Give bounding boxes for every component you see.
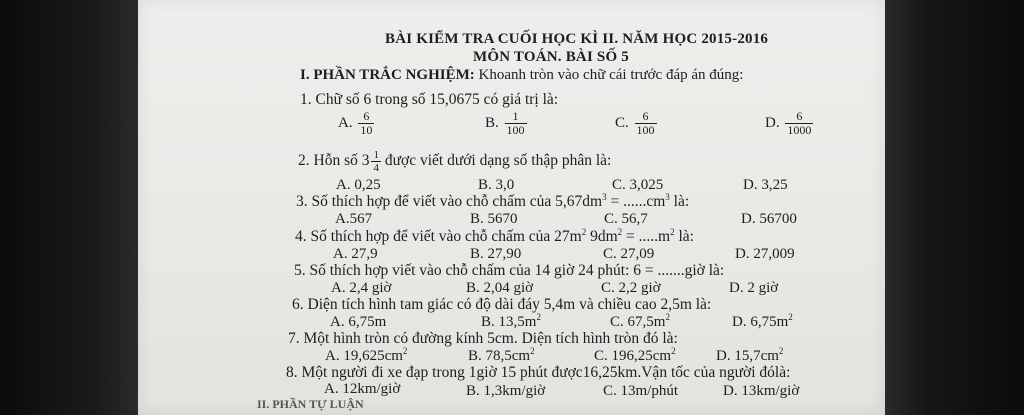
denominator: 100 — [636, 123, 655, 137]
q6-option-a: A. 6,75m — [330, 314, 387, 330]
q5-option-a: A. 2,4 giờ — [331, 280, 392, 296]
q3-option-d: D. 56700 — [741, 211, 797, 227]
section-1-instruction: Khoanh tròn vào chữ cái trước đáp án đúng: — [478, 67, 744, 83]
exponent: 2 — [670, 227, 675, 237]
option-text: C. 67,5m — [610, 314, 666, 330]
q1-option-d — [765, 110, 813, 137]
q5-option-c: C. 2,2 giờ — [601, 280, 661, 296]
q4-option-c: C. 27,09 — [603, 246, 655, 262]
exam-paper — [138, 0, 885, 415]
q2-option-a: A. 0,25 — [336, 177, 381, 193]
question-3 — [296, 193, 689, 211]
exponent: 2 — [581, 227, 587, 237]
q4-text-2: 9dm — [586, 228, 618, 245]
denominator: 1000 — [787, 123, 812, 137]
option-text: B. 13,5m — [481, 314, 537, 330]
question-2 — [298, 149, 611, 174]
numerator: 6 — [363, 109, 370, 123]
q4-text-4: là: — [674, 228, 694, 245]
q8-option-a: A. 12km/giờ — [324, 381, 401, 397]
q4-option-a: A. 27,9 — [333, 246, 378, 262]
exponent: 3 — [665, 192, 670, 202]
q8-option-d: D. 13km/giờ — [723, 383, 800, 399]
option-text: A. 19,625cm — [325, 348, 403, 364]
option-text: D. 15,7cm — [716, 348, 779, 364]
dark-background-right — [885, 0, 1024, 415]
question-8: 8. Một người đi xe đạp trong 1giờ 15 phút được16,25km.Vận tốc của người đólà: — [286, 364, 791, 381]
option-label: B. — [485, 114, 499, 131]
q3-option-b: B. 5670 — [470, 211, 518, 227]
q7-option-d — [716, 348, 783, 365]
fraction — [785, 110, 813, 137]
denominator: 100 — [506, 123, 525, 137]
q6-option-c — [610, 314, 670, 331]
exponent: 2 — [530, 346, 535, 356]
exponent: 3 — [602, 192, 607, 202]
q5-option-d: D. 2 giờ — [729, 280, 779, 296]
q2-suffix: được viết dưới dạng số thập phân là: — [384, 152, 612, 170]
q6-option-d — [732, 314, 793, 331]
section-2-heading: II. PHẦN TỰ LUẬN — [257, 397, 364, 411]
fraction — [358, 110, 374, 137]
denominator: 4 — [373, 162, 379, 174]
q7-option-a — [325, 348, 407, 365]
option-label: C. — [615, 114, 629, 131]
q2-option-d: D. 3,25 — [743, 177, 788, 193]
q3-option-a: A.567 — [335, 211, 373, 227]
q4-text-3: = .....m — [622, 228, 671, 245]
q2-option-b: B. 3,0 — [478, 177, 515, 193]
q3-text-1: 3. Số thích hợp để viết vào chỗ chấm của 5,67dm — [296, 193, 603, 210]
exponent: 2 — [671, 346, 676, 356]
exam-title: BÀI KIỂM TRA CUỐI HỌC KÌ II. NĂM HỌC 2015-2016 — [385, 31, 769, 47]
question-7: 7. Một hình tròn có đường kính 5cm. Diện tích hình tròn đó là: — [288, 330, 678, 347]
denominator: 10 — [360, 123, 373, 137]
q3-text-2: = ......cm — [606, 193, 666, 210]
question-4 — [295, 228, 694, 246]
exponent: 2 — [778, 346, 784, 356]
q4-option-b: B. 27,90 — [470, 246, 522, 262]
fraction — [371, 149, 381, 174]
q2-prefix: 2. Hỗn số 3 — [298, 152, 370, 170]
fraction — [635, 110, 657, 137]
dark-background-left — [0, 0, 138, 415]
section-1-title: I. PHẦN TRẮC NGHIỆM: — [300, 67, 475, 83]
q7-option-b — [468, 348, 535, 365]
q8-option-b: B. 1,3km/giờ — [466, 383, 546, 399]
q3-text-3: là: — [669, 193, 690, 210]
exponent: 2 — [536, 312, 541, 322]
option-label: D. — [765, 114, 780, 131]
q3-option-c: C. 56,7 — [604, 211, 648, 227]
numerator: 1 — [512, 109, 519, 123]
q1-option-b — [485, 110, 527, 137]
q2-option-c: C. 3,025 — [612, 177, 664, 193]
numerator: 1 — [373, 149, 379, 161]
option-label: A. — [338, 114, 353, 131]
q7-option-c — [594, 348, 676, 365]
exponent: 2 — [665, 312, 670, 322]
question-5: 5. Số thích hợp viết vào chỗ chấm của 14 giờ 24 phút: 6 = .......giờ là: — [294, 262, 725, 279]
exponent: 2 — [617, 227, 623, 237]
option-text: D. 6,75m — [732, 314, 789, 330]
exponent: 2 — [788, 312, 793, 322]
numerator: 6 — [642, 109, 649, 123]
option-text: C. 196,25cm — [594, 348, 672, 364]
q4-option-d: D. 27,009 — [735, 246, 795, 262]
numerator: 6 — [796, 109, 803, 123]
q4-text-1: 4. Số thích hợp để viết vào chỗ chấm của 27m — [295, 228, 582, 245]
q5-option-b: B. 2,04 giờ — [466, 280, 534, 296]
fraction — [505, 110, 527, 137]
section-1-heading — [300, 67, 743, 84]
option-text: B. 78,5cm — [468, 348, 531, 364]
q1-option-c — [615, 110, 657, 137]
exam-subject: MÔN TOÁN. BÀI SỐ 5 — [473, 49, 629, 65]
exponent: 2 — [402, 346, 408, 356]
question-1: 1. Chữ số 6 trong số 15,0675 có giá trị là: — [300, 91, 559, 108]
q6-option-b — [481, 314, 541, 331]
question-6: 6. Diện tích hình tam giác có độ dài đáy 5,4m và chiều cao 2,5m là: — [292, 296, 712, 313]
q1-option-a — [338, 110, 374, 137]
q8-option-c: C. 13m/phút — [603, 383, 679, 399]
